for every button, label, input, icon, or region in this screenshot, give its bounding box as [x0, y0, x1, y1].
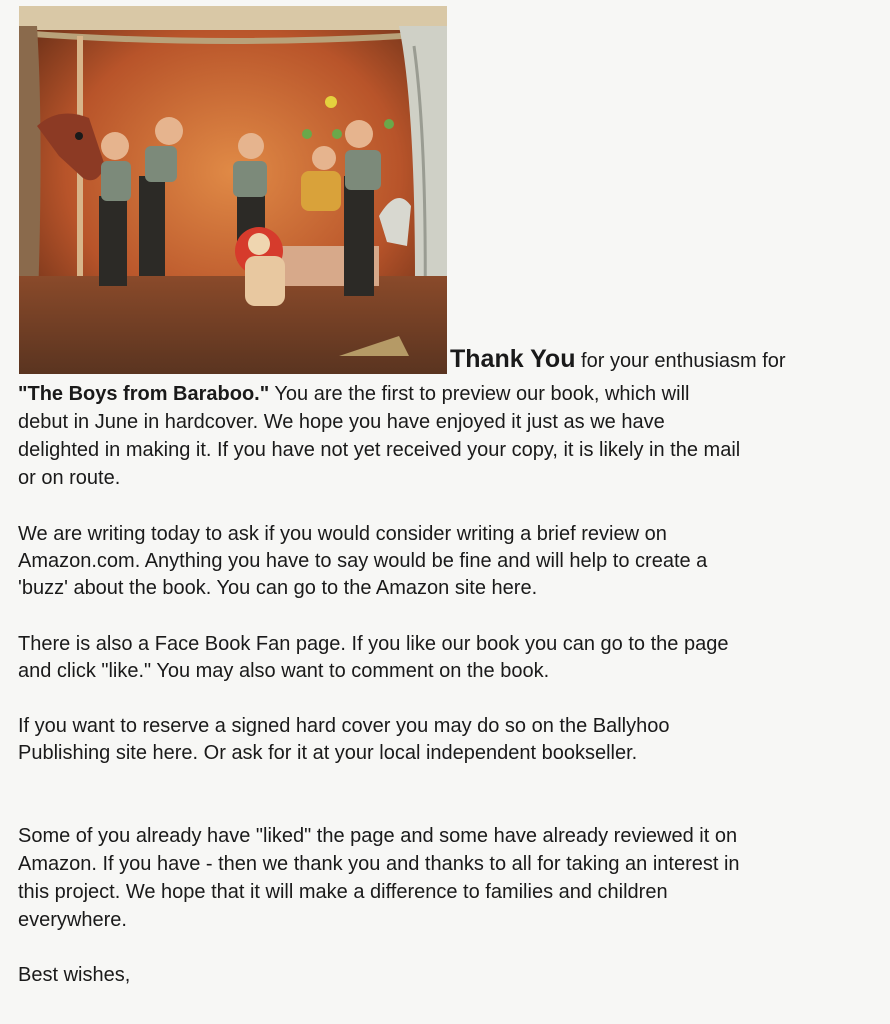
paragraph-5-line-1: Some of you already have "liked" the page and some have already reviewed it on [18, 825, 738, 847]
closing: Best wishes, [18, 964, 131, 986]
paragraph-5-line-3: this project. We hope that it will make a difference to families and children [18, 881, 668, 903]
thank-you-lead-rest: for your enthusiasm for [575, 350, 786, 372]
paragraph-3-line-1: There is also a Face Book Fan page. If you like our book you can go to the page [18, 633, 729, 655]
thank-you-heading: Thank You [450, 345, 576, 373]
paragraph-2-line-3: 'buzz' about the book. You can go to the Amazon site here. [18, 577, 538, 599]
paragraph-4-line-1: If you want to reserve a signed hard cover you may do so on the Ballyhoo [18, 715, 670, 737]
paragraph-1-line-4: or on route. [18, 467, 121, 489]
paragraph-3-line-2: and click "like." You may also want to comment on the book. [18, 660, 550, 682]
paragraph-2-line-1: We are writing today to ask if you would consider writing a brief review on [18, 523, 667, 545]
book-illustration-photo [19, 6, 447, 374]
paragraph-4-line-2: Publishing site here. Or ask for it at your local independent bookseller. [18, 742, 638, 764]
paragraph-1-line-1 [18, 381, 689, 408]
paragraph-1-line-2: debut in June in hardcover. We hope you have enjoyed it just as we have [18, 411, 665, 433]
paragraph-5-line-2: Amazon. If you have - then we thank you and thanks to all for taking an interest in [18, 853, 740, 875]
paragraph-2-line-2: Amazon.com. Anything you have to say would be fine and will help to create a [18, 550, 708, 572]
paragraph-1-line-3: delighted in making it. If you have not yet received your copy, it is likely in the mail [18, 439, 741, 461]
paragraph-5-line-4: everywhere. [18, 909, 127, 931]
thank-you-lead [450, 345, 786, 374]
paragraph-1-line-1-rest: You are the first to preview our book, which will [269, 383, 690, 405]
book-title: "The Boys from Baraboo." [18, 383, 270, 405]
